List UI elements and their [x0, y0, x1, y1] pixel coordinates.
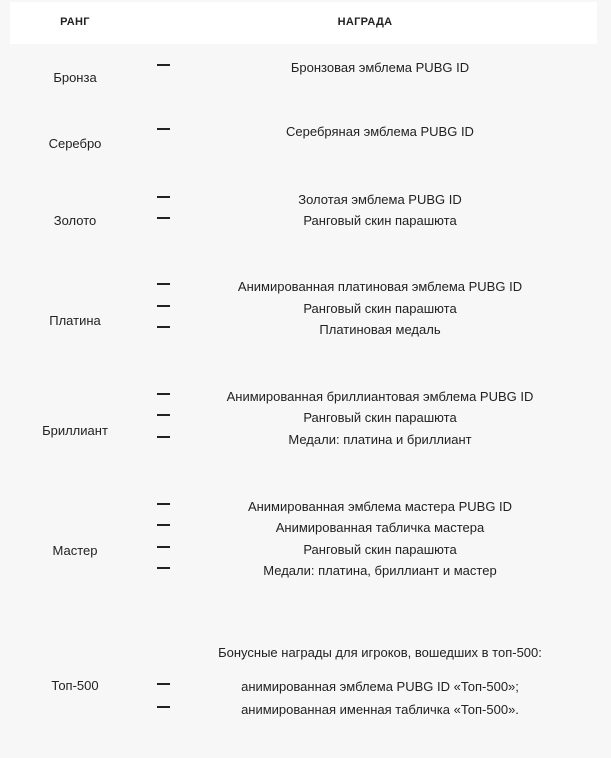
reward-item — [10, 679, 597, 695]
dash-icon — [157, 305, 170, 307]
reward-text: Платиновая медаль — [319, 322, 441, 337]
dash-icon — [157, 393, 170, 395]
rank-name: Топ-500 — [51, 678, 99, 693]
reward-item — [10, 389, 597, 405]
reward-text: анимированная эмблема PUBG ID «Топ-500»; — [241, 679, 519, 694]
reward-item — [10, 410, 597, 426]
reward-text: Ранговый скин парашюта — [303, 213, 457, 228]
dash-icon — [157, 128, 170, 130]
reward-item — [10, 213, 597, 229]
dash-icon — [157, 326, 170, 328]
rank-name: Бриллиант — [42, 423, 108, 438]
reward-item — [10, 499, 597, 515]
header-reward: НАГРАДА — [337, 16, 393, 28]
dash-icon — [157, 196, 170, 198]
reward-text: Анимированная бриллиантовая эмблема PUBG ID — [226, 389, 534, 404]
dash-icon — [157, 414, 170, 416]
reward-item — [10, 563, 597, 579]
dash-icon — [157, 283, 170, 285]
dash-icon — [157, 64, 170, 66]
header-rank: РАНГ — [60, 16, 90, 28]
dash-icon — [157, 546, 170, 548]
reward-item — [10, 702, 597, 718]
reward-text: Ранговый скин парашюта — [303, 542, 457, 557]
reward-item — [10, 542, 597, 558]
reward-item — [10, 322, 597, 338]
reward-text: Анимированная эмблема мастера PUBG ID — [247, 499, 513, 514]
reward-item — [10, 124, 597, 140]
reward-text: Серебряная эмблема PUBG ID — [286, 124, 474, 139]
dash-icon — [157, 503, 170, 505]
reward-text: Медали: платина и бриллиант — [288, 432, 472, 447]
rank-name: Мастер — [52, 543, 98, 558]
reward-text: Ранговый скин парашюта — [303, 410, 457, 425]
reward-intro-text: Бонусные награды для игроков, вошедших в топ-500: — [218, 645, 542, 660]
reward-text: Бронзовая эмблема PUBG ID — [290, 60, 470, 75]
dash-icon — [157, 436, 170, 438]
dash-icon — [157, 524, 170, 526]
dash-icon — [157, 706, 170, 708]
rank-name: Бронза — [53, 70, 97, 85]
table-header — [10, 2, 597, 44]
reward-text: Анимированная платиновая эмблема PUBG ID — [237, 279, 523, 294]
reward-item — [10, 520, 597, 536]
reward-item — [10, 279, 597, 295]
reward-text: анимированная именная табличка «Топ-500». — [241, 702, 519, 717]
reward-text: Ранговый скин парашюта — [303, 301, 457, 316]
dash-icon — [157, 683, 170, 685]
rank-name: Серебро — [48, 136, 102, 151]
reward-item — [10, 60, 597, 76]
rank-rewards-table — [10, 2, 597, 717]
reward-text: Анимированная табличка мастера — [275, 520, 485, 535]
reward-item — [10, 432, 597, 448]
reward-item — [10, 192, 597, 208]
reward-item — [10, 301, 597, 317]
reward-text: Золотая эмблема PUBG ID — [298, 192, 462, 207]
dash-icon — [157, 217, 170, 219]
reward-text: Медали: платина, бриллиант и мастер — [263, 563, 497, 578]
rank-name: Платина — [49, 313, 101, 328]
reward-intro — [10, 645, 597, 661]
dash-icon — [157, 567, 170, 569]
rank-name: Золото — [53, 213, 97, 228]
